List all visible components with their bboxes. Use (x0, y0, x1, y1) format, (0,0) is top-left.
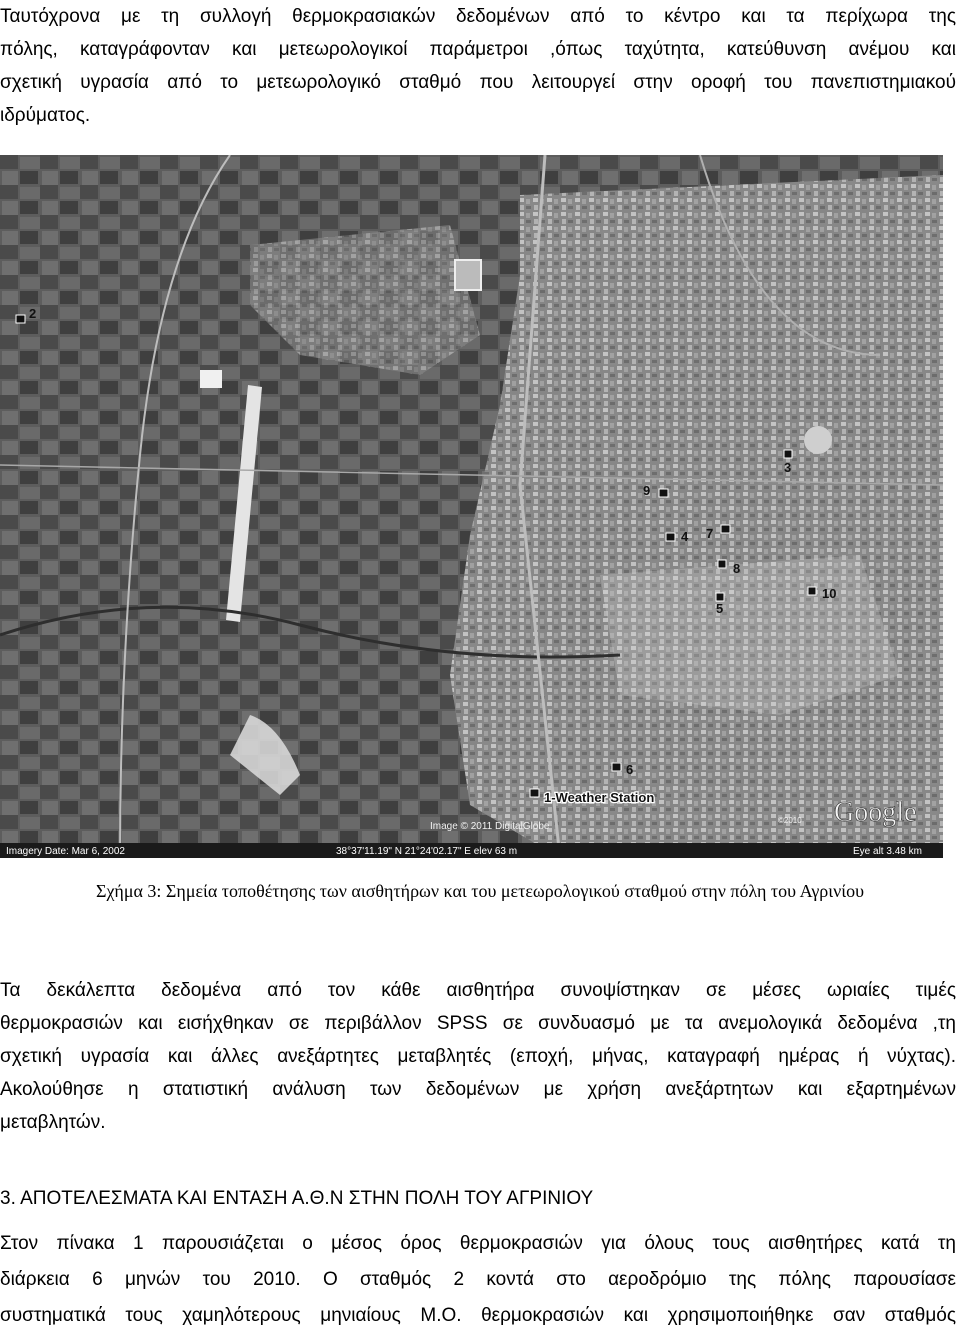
cursor-coordinates: 38°37'11.19" N 21°24'02.17" E elev 63 m (336, 846, 518, 857)
marker-label: 3 (784, 460, 792, 475)
google-logo: Google (834, 797, 917, 828)
figure-caption: Σχήμα 3: Σημεία τοποθέτησης των αισθητήρων και του μετεωρολογικού σταθμού στην πόλη του Αγρινίου (95, 881, 865, 901)
results-paragraph (0, 1226, 956, 1334)
text-line: πόλης, καταγράφονταν και μετεωρολογικοί παράμετροι ,όπως ταχύτητα, κατεύθυνση ανέμου και (0, 39, 956, 60)
sensor-marker-3[interactable] (784, 450, 792, 475)
text-line: σχετική υγρασία από το μετεωρολογικό σταθμό που λειτουργεί στην οροφή του πανεπιστημιακού (0, 72, 956, 93)
sensor-marker-5[interactable] (716, 593, 724, 616)
text-line: θερμοκρασιών και εισήχθηκαν σε περιβάλλον SPSS σε συνδυασμό με τα ανεμολογικά δεδομένα ,τη (0, 1013, 956, 1034)
methods-paragraph (0, 974, 956, 1139)
imagery-date: Imagery Date: Mar 6, 2002 (6, 846, 125, 857)
text-line: Ταυτόχρονα με τη συλλογή θερμοκρασιακών δεδομένων από το κέντρο και τα περίχωρα της (0, 6, 956, 27)
text-line: διάρκεια 6 μηνών του 2010. Ο σταθμός 2 κοντά στο αεροδρόμιο της πόλης παρουσίασε (0, 1269, 956, 1290)
marker-label: 10 (822, 586, 837, 601)
marker-label: 7 (706, 526, 714, 541)
marker-label: 5 (716, 601, 724, 616)
marker-label: 8 (733, 561, 741, 576)
marker-label: 1-Weather Station (544, 790, 655, 805)
text-line: Ακολούθησε η στατιστική ανάλυση των δεδομένων με χρήση ανεξάρτητων και εξαρτημένων (0, 1079, 956, 1100)
text-line: ιδρύματος. (0, 105, 91, 126)
marker-label: 2 (29, 306, 37, 321)
satellite-map-figure (0, 155, 943, 858)
google-logo-year: ©2010 (778, 816, 802, 825)
text-line: σχετική υγρασία και άλλες ανεξάρτητες μεταβλητές (εποχή, μήνας, καταγραφή ημέρας ή νύχτας). (0, 1046, 956, 1067)
marker-label: 4 (681, 529, 689, 544)
eye-altitude: Eye alt 3.48 km (853, 846, 922, 857)
weather-station-marker[interactable] (530, 789, 654, 805)
text-line: Τα δεκάλεπτα δεδομένα από τον κάθε αισθητήρα συνοψίστηκαν σε μέσες ωριαίες τιμές (0, 980, 956, 1001)
text-line: Στον πίνακα 1 παρουσιάζεται ο μέσος όρος θερμοκρασιών για όλους τους αισθητήρες κατά τη (0, 1233, 956, 1254)
marker-label: 9 (643, 483, 651, 498)
marker-label: 6 (626, 762, 634, 777)
text-line: συστηματικά τους χαμηλότερους μηνιαίους Μ.Ο. θερμοκρασιών και χρησιμοποιήθηκε σαν σταθμός (0, 1305, 956, 1326)
satellite-map (0, 155, 943, 858)
imagery-copyright: Image © 2011 DigitalGlobe (430, 821, 550, 832)
text-line: μεταβλητών. (0, 1112, 106, 1133)
section-heading: 3. ΑΠΟΤΕΛΕΣΜΑΤΑ ΚΑΙ ΕΝΤΑΣΗ Α.Θ.Ν ΣΤΗΝ ΠΟΛΗ ΤΟΥ ΑΓΡΙΝΙΟΥ (0, 1188, 594, 1209)
intro-paragraph (0, 0, 956, 132)
